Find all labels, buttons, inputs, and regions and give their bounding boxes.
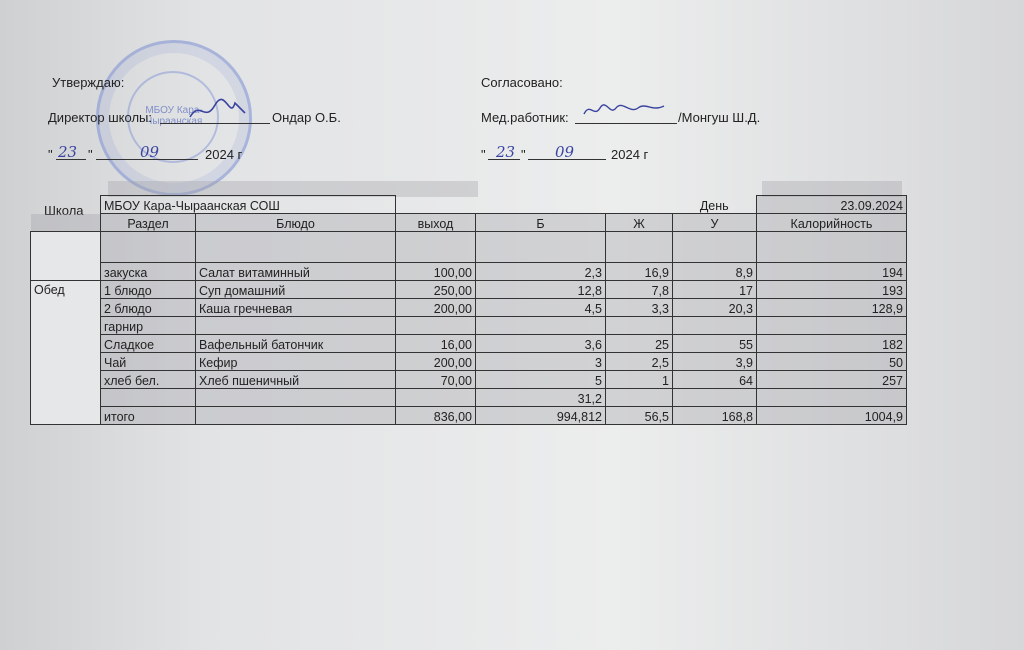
approve-day-line (56, 146, 86, 160)
row-dish (196, 317, 396, 335)
row-output: 200,00 (396, 299, 476, 317)
table-row (31, 371, 907, 389)
approve-day: 23 (58, 143, 78, 161)
agreed-date-quote-open: " (481, 147, 486, 162)
approve-month: 09 (140, 143, 160, 161)
agreed-day: 23 (496, 143, 516, 161)
row-section: хлеб бел. (101, 371, 196, 389)
column-header-row (31, 214, 907, 232)
row-dish: Суп домашний (196, 281, 396, 299)
table-row (31, 335, 907, 353)
approve-date-quote-close: " (88, 147, 93, 162)
row-dish: Вафельный батончик (196, 335, 396, 353)
table-row (31, 317, 907, 335)
row-calories (757, 389, 907, 407)
row-dish: Хлеб пшеничный (196, 371, 396, 389)
med-name: /Монгуш Ш.Д. (678, 110, 761, 125)
approve-month-line (96, 146, 198, 160)
row-protein: 2,3 (476, 263, 606, 281)
row-section: гарнир (101, 317, 196, 335)
director-signature (185, 95, 255, 125)
row-section: 1 блюдо (101, 281, 196, 299)
row-dish: Кефир (196, 353, 396, 371)
row-carb: 8,9 (673, 263, 757, 281)
row-fat: 3,3 (606, 299, 673, 317)
row-carb: 55 (673, 335, 757, 353)
row-calories: 182 (757, 335, 907, 353)
total-label: итого (101, 407, 196, 425)
row-calories: 50 (757, 353, 907, 371)
school-label: Школа (44, 203, 84, 218)
row-calories: 194 (757, 263, 907, 281)
row-calories (757, 317, 907, 335)
row-protein: 3 (476, 353, 606, 371)
table-row (31, 299, 907, 317)
row-carb: 17 (673, 281, 757, 299)
row-fat: 7,8 (606, 281, 673, 299)
total-carb: 168,8 (673, 407, 757, 425)
row-section (101, 389, 196, 407)
table-row (31, 263, 907, 281)
col-section: Раздел (101, 214, 196, 232)
col-calories: Калорийность (757, 214, 907, 232)
row-section: Чай (101, 353, 196, 371)
col-output: выход (396, 214, 476, 232)
approve-year: 2024 г (205, 147, 243, 162)
agreed-day-line (488, 146, 520, 160)
row-output: 16,00 (396, 335, 476, 353)
agreed-date-quote-close: " (521, 147, 526, 162)
day-label: День (673, 196, 757, 214)
row-carb: 20,3 (673, 299, 757, 317)
row-protein: 3,6 (476, 335, 606, 353)
row-output: 250,00 (396, 281, 476, 299)
row-output: 100,00 (396, 263, 476, 281)
approve-label: Утверждаю: (52, 75, 125, 90)
stamp-text: МБОУ Кара-Чыраанская (145, 105, 203, 127)
school-row (31, 196, 907, 214)
menu-table (30, 195, 907, 425)
row-output (396, 389, 476, 407)
row-output: 70,00 (396, 371, 476, 389)
row-dish: Салат витаминный (196, 263, 396, 281)
row-carb: 64 (673, 371, 757, 389)
table-row (31, 281, 907, 299)
meal-label: Обед (31, 281, 101, 425)
row-carb (673, 389, 757, 407)
row-calories: 257 (757, 371, 907, 389)
row-protein: 5 (476, 371, 606, 389)
agreed-month-line (528, 146, 606, 160)
table-row (31, 353, 907, 371)
row-carb (673, 317, 757, 335)
row-fat: 2,5 (606, 353, 673, 371)
total-protein: 994,812 (476, 407, 606, 425)
row-calories: 128,9 (757, 299, 907, 317)
row-fat (606, 317, 673, 335)
col-carb: У (673, 214, 757, 232)
total-output: 836,00 (396, 407, 476, 425)
total-row (31, 407, 907, 425)
med-label: Мед.работник: (481, 110, 569, 125)
row-protein: 12,8 (476, 281, 606, 299)
agreed-label: Согласовано: (481, 75, 563, 90)
agreed-year: 2024 г (611, 147, 649, 162)
col-dish: Блюдо (196, 214, 396, 232)
row-fat: 25 (606, 335, 673, 353)
approve-date-quote-open: " (48, 147, 53, 162)
row-section: 2 блюдо (101, 299, 196, 317)
row-output: 200,00 (396, 353, 476, 371)
school-name: МБОУ Кара-Чыраанская СОШ (101, 196, 396, 214)
agreed-month: 09 (555, 143, 575, 161)
date-value: 23.09.2024 (757, 196, 907, 214)
row-output (396, 317, 476, 335)
row-protein: 31,2 (476, 389, 606, 407)
row-carb: 3,9 (673, 353, 757, 371)
table-row (31, 389, 907, 407)
meal-top-cell (31, 232, 101, 281)
row-section: Сладкое (101, 335, 196, 353)
row-dish: Каша гречневая (196, 299, 396, 317)
med-signature (580, 98, 670, 122)
row-dish (196, 389, 396, 407)
row-protein (476, 317, 606, 335)
blank-row (31, 232, 907, 263)
row-fat: 16,9 (606, 263, 673, 281)
director-name: Ондар О.Б. (272, 110, 341, 125)
col-protein: Б (476, 214, 606, 232)
row-protein: 4,5 (476, 299, 606, 317)
director-label: Директор школы: (48, 110, 152, 125)
col-fat: Ж (606, 214, 673, 232)
row-calories: 193 (757, 281, 907, 299)
row-fat: 1 (606, 371, 673, 389)
total-fat: 56,5 (606, 407, 673, 425)
row-section: закуска (101, 263, 196, 281)
total-calories: 1004,9 (757, 407, 907, 425)
row-fat (606, 389, 673, 407)
